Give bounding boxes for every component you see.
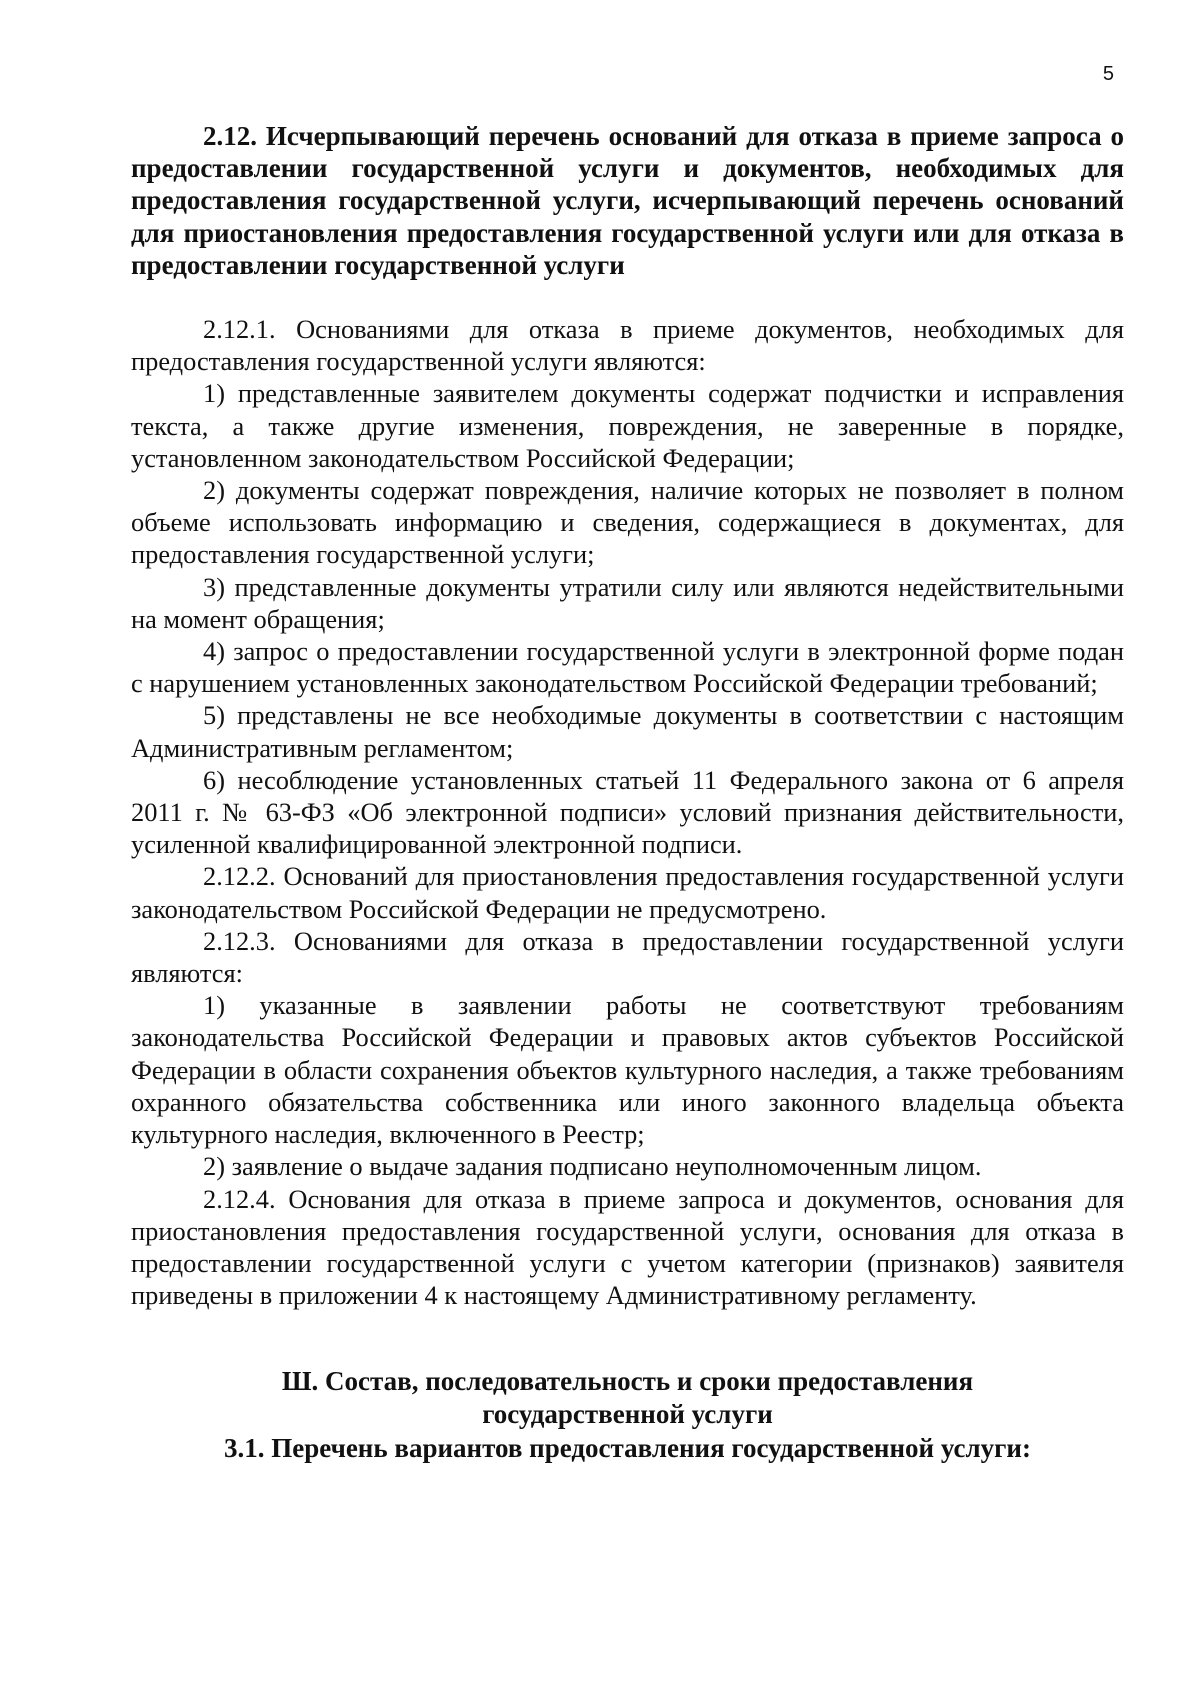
section-heading: 2.12. Исчерпывающий перечень оснований для отказа в приеме запроса о предоставлении государственной услуги и документов, необходимых для предоставления государственной услуги, исчерпывающий перечень оснований для приостановления предоставления государственной услуги или для отказа в предоставлении государственной услуги xyxy=(131,121,1124,280)
refusal-item-2: 2) заявление о выдаче задания подписано неуполномоченным лицом. xyxy=(203,1151,982,1182)
list-item-6: 6) несоблюдение установленных статьей 11 Федерального закона от 6 апреля 2011 г. № 63-ФЗ «Об электронной подписи» условий признания действительности, усиленной квалифицированной электронной подписи. xyxy=(131,764,1124,860)
list-item-5: 5) представлены не все необходимые документы в соответствии с настоящим Административным регламентом; xyxy=(131,700,1124,763)
paragraph-2-12-3: 2.12.3. Основаниями для отказа в предоставлении государственной услуги являются: xyxy=(131,925,1124,989)
chapter-heading xyxy=(131,1365,1124,1429)
page-number: 5 xyxy=(1102,63,1114,85)
list-item-4: 4) запрос о предоставлении государственной услуги в электронной форме подан с нарушением установленных законодательством Российской Федерации требований; xyxy=(131,636,1124,699)
paragraph-2-12-1: 2.12.1. Основаниями для отказа в приеме документов, необходимых для предоставления государственной услуги являются: xyxy=(131,314,1124,377)
sub-heading: 3.1. Перечень вариантов предоставления государственной услуги: xyxy=(224,1432,1031,1463)
paragraph-2-12-2: 2.12.2. Оснований для приостановления предоставления государственной услуги законодательством Российской Федерации не предусмотрено. xyxy=(131,861,1124,924)
list-item-3: 3) представленные документы утратили силу или являются недействительными на момент обращения; xyxy=(131,571,1124,634)
chapter-heading-line2: государственной услуги xyxy=(482,1398,773,1429)
list-item-1: 1) представленные заявителем документы содержат подчистки и исправления текста, а также другие изменения, повреждения, не заверенные в порядке, установленном законодательством Российской Федерации; xyxy=(131,378,1124,473)
paragraph-2-12-4: 2.12.4. Основания для отказа в приеме запроса и документов, основания для приостановления предоставления государственной услуги, основания для отказа в предоставлении государственной услуги с учетом категории (признаков) заявителя приведены в приложении 4 к настоящему Административному регламенту. xyxy=(131,1183,1124,1311)
chapter-heading-line1: Ш. Состав, последовательность и сроки предоставления xyxy=(281,1366,974,1397)
refusal-item-1: 1) указанные в заявлении работы не соответствуют требованиям законодательства Российской Федерации и правовых актов субъектов Российской Федерации в области сохранения объектов культурного наследия, а также требованиям охранного обязательства собственника или иного законного владельца объекта культурного наследия, включенного в Реестр; xyxy=(131,990,1124,1150)
list-item-2: 2) документы содержат повреждения, наличие которых не позволяет в полном объеме использовать информацию и сведения, содержащиеся в документах, для предоставления государственной услуги; xyxy=(131,475,1124,570)
document-body xyxy=(131,120,1124,1464)
